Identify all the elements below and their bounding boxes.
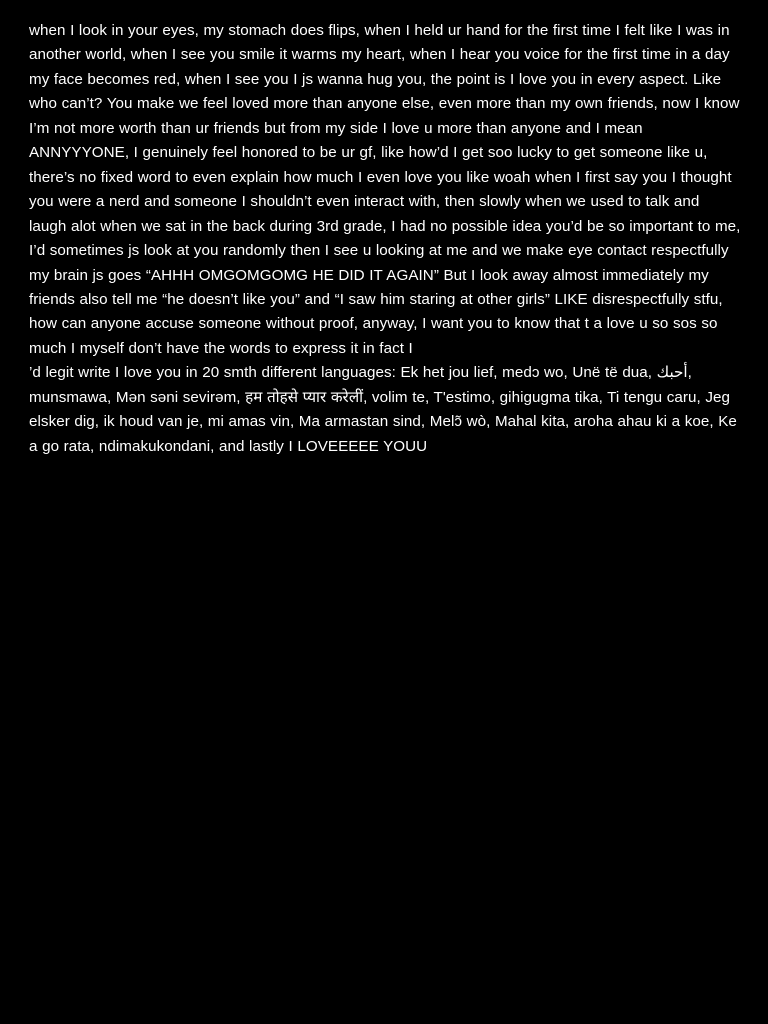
note-paragraph-1: when I look in your eyes, my stomach does flips, when I held ur hand for the first time I felt like I was in another world, when I see you smile it warms my heart, when I hear you voice for the first time in a day my face becomes red, when I see you I js wanna hug you, the point is I love you in every aspect. Like who can’t? You make we feel loved more than anyone else, even more than my own friends, now I know I’m not more worth than ur friends but from my side I love u more than anyone and I mean ANNYYYONE, I genuinely feel honored to be ur gf, like how’d I get soo lucky to get someone like u, there’s no fixed word to even explain how much I even love you like woah when I first say you I thought you were a nerd and someone I shouldn’t even interact with, then slowly when we used to talk and laugh alot when we sat in the back during 3rd grade, I had no possible idea you’d be so important to me, I’d sometimes js look at you randomly then I see u looking at me and we make eye contact respectfully my brain js goes “AHHH OMGOMGOMG HE DID IT AGAIN” But I look away almost immediately my friends also tell me “he doesn’t like you” and “I saw him staring at other girls” LIKE disrespectfully stfu, how can anyone accuse someone without proof, anyway, I want you to know that t a love u so sos so much I myself don’t have the words to express it in fact I <box>29 22 741 357</box>
note-paragraph-2: ’d legit write I love you in 20 smth different languages: Ek het jou lief, medɔ wo, Unë të dua, أحبك, munsmawa, Mən səni sevirəm, हम तोहसे प्यार करेलीं, volim te, T'estimo, gihigugma tika, Ti tengu caru, Jeg elsker dig, ik houd van je, mi amas vin, Ma armastan sind, Melɔ̃ wò, Mahal kita, aroha ahau ki a koe, Ke a go rata, ndimakukondani, and lastly I LOVEEEEE YOUU <box>29 364 737 455</box>
note-text-area[interactable] <box>29 19 741 459</box>
